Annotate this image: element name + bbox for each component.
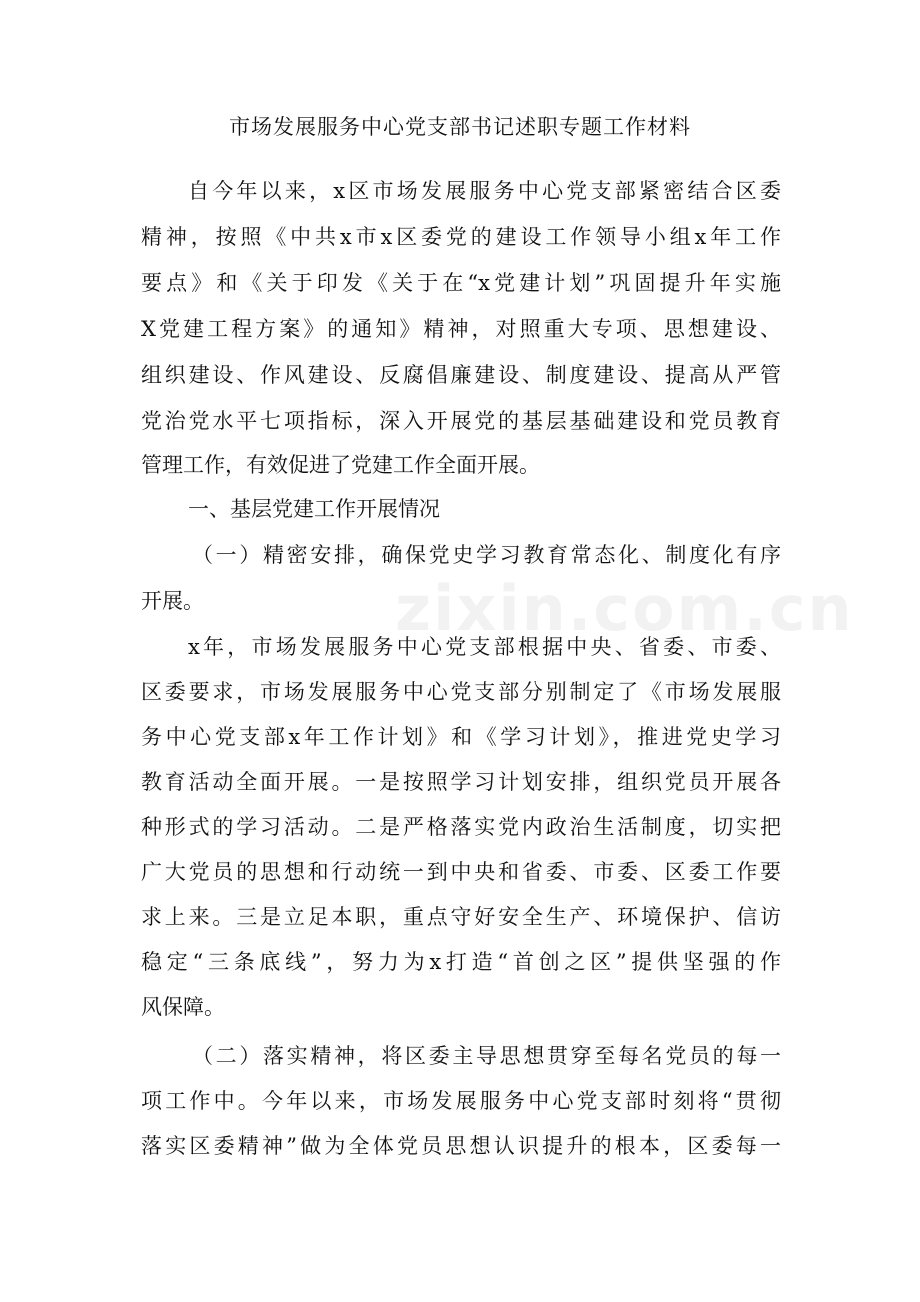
subsection-heading: （一）精密安排，确保党史学习教育常态化、制度化有序 [192, 543, 781, 567]
paragraph-line: x年，市场发展服务中心党支部根据中央、省委、市委、 [188, 635, 781, 659]
paragraph-line: 要点》和《关于印发《关于在“x党建计划”巩固提升年实施 [141, 271, 781, 295]
watermark: zixin.com.cn [395, 572, 854, 645]
subsection-heading: （二）落实精神，将区委主导思想贯穿至每名党员的每一 [192, 1044, 781, 1068]
subsection-heading-cont: 开展。 [141, 589, 204, 613]
paragraph-line: 党治党水平七项指标，深入开展党的基层基础建设和党员教育 [141, 409, 781, 433]
paragraph-line: 教育活动全面开展。一是按照学习计划安排，组织党员开展各 [141, 770, 781, 794]
paragraph-line: 精神，按照《中共x市x区委党的建设工作领导小组x年工作 [141, 225, 781, 249]
paragraph-line: 风保障。 [141, 995, 225, 1019]
paragraph-line: 广大党员的思想和行动统一到中央和省委、市委、区委工作要 [141, 860, 781, 884]
paragraph-line: 区委要求，市场发展服务中心党支部分别制定了《市场发展服 [141, 680, 781, 704]
paragraph-line: 管理工作，有效促进了党建工作全面开展。 [141, 453, 540, 477]
paragraph-line: 稳定“三条底线”，努力为x打造“首创之区”提供坚强的作 [141, 950, 781, 974]
document-title: 市场发展服务中心党支部书记述职专题工作材料 [229, 115, 691, 139]
paragraph-line: 项工作中。今年以来，市场发展服务中心党支部时刻将“贯彻 [141, 1089, 781, 1113]
paragraph-line: 种形式的学习活动。二是严格落实党内政治生活制度，切实把 [141, 815, 781, 839]
paragraph-line: X党建工程方案》的通知》精神，对照重大专项、思想建设、 [141, 317, 781, 341]
paragraph-line: 务中心党支部x年工作计划》和《学习计划》，推进党史学习 [141, 725, 781, 749]
paragraph-line: 落实区委精神”做为全体党员思想认识提升的根本，区委每一 [141, 1134, 781, 1158]
section-heading: 一、基层党建工作开展情况 [188, 497, 440, 521]
paragraph-line: 组织建设、作风建设、反腐倡廉建设、制度建设、提高从严管 [141, 363, 781, 387]
paragraph-line: 自今年以来，x区市场发展服务中心党支部紧密结合区委 [188, 179, 781, 203]
paragraph-line: 求上来。三是立足本职，重点守好安全生产、环境保护、信访 [141, 905, 781, 929]
